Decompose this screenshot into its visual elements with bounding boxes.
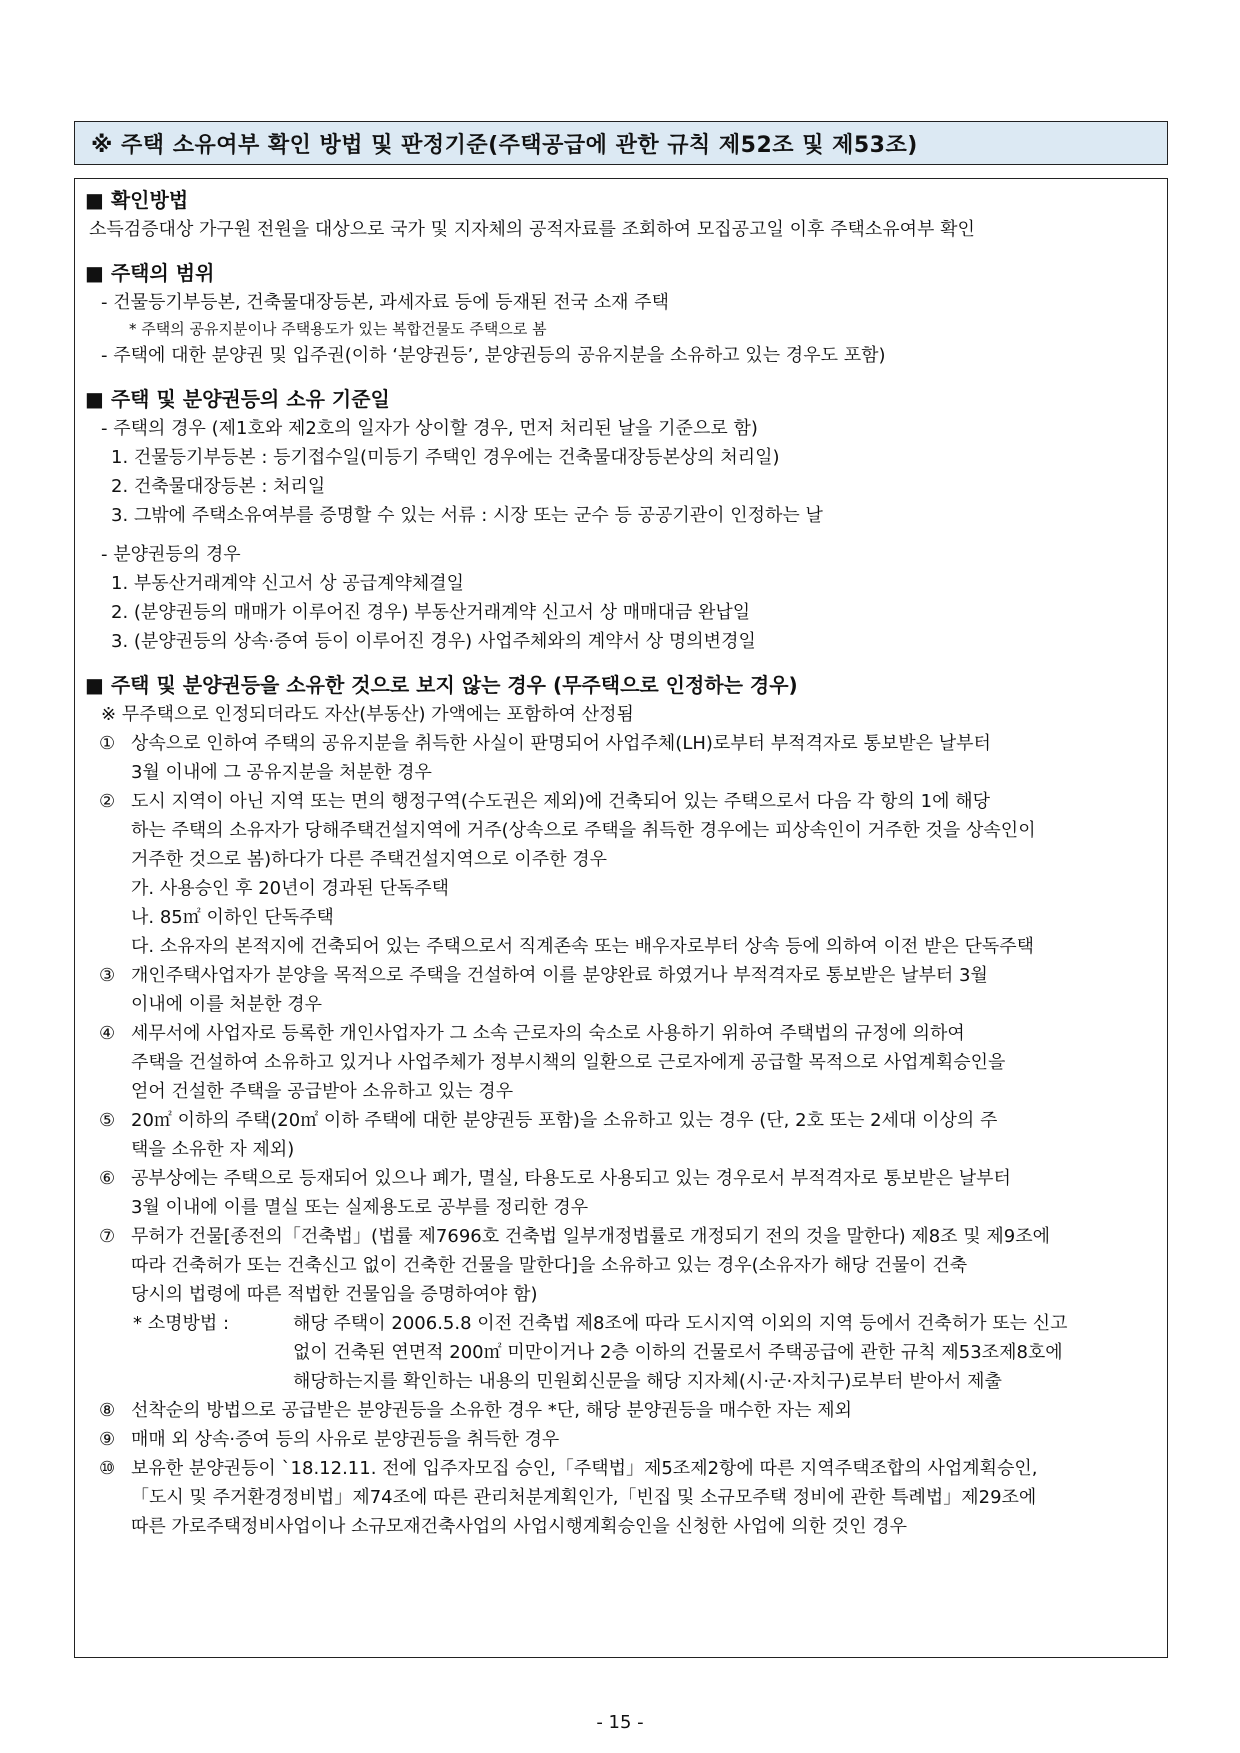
section-exempt-heading: ■ 주택 및 분양권등을 소유한 것으로 보지 않는 경우 (무주택으로 인정하는 경우) [85, 673, 798, 697]
item-line: 20㎡ 이하의 주택(20㎡ 이하 주택에 대한 분양권등 포함)을 소유하고 있는 경우 (단, 2호 또는 2세대 이상의 주 [131, 1110, 998, 1131]
exempt-item-10 [85, 1454, 1155, 1541]
section-basis-heading: ■ 주택 및 분양권등의 소유 기준일 [85, 387, 390, 411]
item-line: 이내에 이를 처분한 경우 [131, 994, 323, 1015]
item-line: 「도시 및 주거환경정비법」제74조에 따른 관리처분계획인가,「빈집 및 소규모주택 정비에 관한 특례법」제29조에 [131, 1487, 1037, 1508]
proof-line: 해당하는지를 확인하는 내용의 민원회신문을 해당 지자체(시·군·자치구)로부터 받아서 제출 [293, 1371, 1002, 1392]
basis-right-item-1: 1. 부동산거래계약 신고서 상 공급계약체결일 [111, 573, 465, 594]
item-line: 상속으로 인하여 주택의 공유지분을 취득한 사실이 판명되어 사업주체(LH)로부터 부적격자로 통보받은 날부터 [131, 733, 991, 754]
item-line: 주택을 건설하여 소유하고 있거나 사업주체가 정부시책의 일환으로 근로자에게 공급할 목적으로 사업계획승인을 [131, 1052, 1006, 1073]
exempt-item-6 [85, 1164, 1155, 1222]
item-marker: ④ [99, 1023, 116, 1044]
item-line: 따른 가로주택정비사업이나 소규모재건축사업의 사업시행계획승인을 신청한 사업에 의한 것인 경우 [131, 1516, 908, 1537]
item-line: 따라 건축허가 또는 건축신고 없이 건축한 건물을 말한다]을 소유하고 있는 경우(소유자가 해당 건물이 건축 [131, 1255, 968, 1276]
item-line: 3월 이내에 그 공유지분을 처분한 경우 [131, 762, 432, 783]
page-title: ※ 주택 소유여부 확인 방법 및 판정기준(주택공급에 관한 규칙 제52조 및 제53조) [74, 121, 1168, 165]
item-line: 다. 소유자의 본적지에 건축되어 있는 주택으로서 직계존속 또는 배우자로부터 상속 등에 의하여 이전 받은 단독주택 [131, 936, 1035, 957]
item-line: 도시 지역이 아닌 지역 또는 면의 행정구역(수도권은 제외)에 건축되어 있는 주택으로서 다음 각 항의 1에 해당 [131, 791, 991, 812]
item-line: 3월 이내에 이를 멸실 또는 실제용도로 공부를 정리한 경우 [131, 1197, 589, 1218]
item-line: 개인주택사업자가 분양을 목적으로 주택을 건설하여 이를 분양완료 하였거나 부적격자로 통보받은 날부터 3월 [131, 965, 988, 986]
proof-line: 해당 주택이 2006.5.8 이전 건축법 제8조에 따라 도시지역 이외의 지역 등에서 건축허가 또는 신고 [293, 1313, 1068, 1334]
basis-house-heading: - 주택의 경우 (제1호와 제2호의 일자가 상이할 경우, 먼저 처리된 날을 기준으로 함) [101, 418, 758, 439]
page-number: - 15 - [596, 1712, 644, 1733]
basis-right-heading: - 분양권등의 경우 [101, 544, 241, 565]
proof-line: 없이 건축된 연면적 200㎡ 미만이거나 2층 이하의 건물로서 주택공급에 관한 규칙 제53조제8호에 [293, 1342, 1063, 1363]
item-marker: ① [99, 733, 116, 754]
item-line: 거주한 것으로 봄)하다가 다른 주택건설지역으로 이주한 경우 [131, 849, 608, 870]
exempt-item-8 [85, 1396, 1155, 1425]
item-line: 보유한 분양권등이 `18.12.11. 전에 입주자모집 승인,「주택법」제5조제2항에 따른 지역주택조합의 사업계획승인, [131, 1458, 1038, 1479]
item-marker: ⑩ [99, 1458, 116, 1479]
exempt-note: ※ 무주택으로 인정되더라도 자산(부동산) 가액에는 포함하여 산정됨 [101, 704, 634, 725]
item-marker: ③ [99, 965, 116, 986]
basis-right-item-3: 3. (분양권등의 상속·증여 등이 이루어진 경우) 사업주체와의 계약서 상 명의변경일 [111, 631, 756, 652]
section-confirm-heading: ■ 확인방법 [85, 188, 189, 212]
section-scope-heading: ■ 주택의 범위 [85, 261, 215, 285]
item-line: 얻어 건설한 주택을 공급받아 소유하고 있는 경우 [131, 1081, 514, 1102]
exempt-item-7 [85, 1222, 1155, 1309]
content-box [74, 178, 1168, 1658]
item-line: 나. 85㎡ 이하인 단독주택 [131, 907, 334, 928]
exempt-item-9 [85, 1425, 1155, 1454]
item-line: 공부상에는 주택으로 등재되어 있으나 폐가, 멸실, 타용도로 사용되고 있는 경우로서 부적격자로 통보받은 날부터 [131, 1168, 1011, 1189]
item-line: 세무서에 사업자로 등록한 개인사업자가 그 소속 근로자의 숙소로 사용하기 위하여 주택법의 규정에 의하여 [131, 1023, 965, 1044]
item-marker: ⑥ [99, 1168, 116, 1189]
basis-house-item-2: 2. 건축물대장등본 : 처리일 [111, 476, 326, 497]
exempt-item-5 [85, 1106, 1155, 1164]
scope-line-2: - 주택에 대한 분양권 및 입주권(이하 ‘분양권등’, 분양권등의 공유지분을 소유하고 있는 경우도 포함) [101, 345, 886, 366]
item-line: 하는 주택의 소유자가 당해주택건설지역에 거주(상속으로 주택을 취득한 경우에는 피상속인이 거주한 것을 상속인이 [131, 820, 1036, 841]
item-line: 무허가 건물[종전의「건축법」(법률 제7696호 건축법 일부개정법률로 개정되기 전의 것을 말한다) 제8조 및 제9조에 [131, 1226, 1051, 1247]
proof-method [85, 1309, 1155, 1396]
item-line: 매매 외 상속·증여 등의 사유로 분양권등을 취득한 경우 [131, 1429, 560, 1450]
exempt-item-2 [85, 787, 1155, 961]
basis-house-item-3: 3. 그밖에 주택소유여부를 증명할 수 있는 서류 : 시장 또는 군수 등 공공기관이 인정하는 날 [111, 505, 823, 526]
scope-line-1: - 건물등기부등본, 건축물대장등본, 과세자료 등에 등재된 전국 소재 주택 [101, 292, 669, 313]
item-marker: ⑦ [99, 1226, 116, 1247]
item-line: 당시의 법령에 따른 적법한 건물임을 증명하여야 함) [131, 1284, 538, 1305]
scope-note-1: * 주택의 공유지분이나 주택용도가 있는 복합건물도 주택으로 봄 [129, 320, 547, 338]
item-marker: ⑧ [99, 1400, 116, 1421]
proof-label: * 소명방법 : [133, 1313, 230, 1334]
section-confirm-text: 소득검증대상 가구원 전원을 대상으로 국가 및 지자체의 공적자료를 조회하여 모집공고일 이후 주택소유여부 확인 [89, 219, 975, 240]
item-line: 택을 소유한 자 제외) [131, 1139, 295, 1160]
item-line: 가. 사용승인 후 20년이 경과된 단독주택 [131, 878, 450, 899]
exempt-item-4 [85, 1019, 1155, 1106]
item-marker: ⑤ [99, 1110, 116, 1131]
item-marker: ② [99, 791, 116, 812]
item-marker: ⑨ [99, 1429, 116, 1450]
basis-right-item-2: 2. (분양권등의 매매가 이루어진 경우) 부동산거래계약 신고서 상 매매대금 완납일 [111, 602, 751, 623]
basis-house-item-1: 1. 건물등기부등본 : 등기접수일(미등기 주택인 경우에는 건축물대장등본상의 처리일) [111, 447, 780, 468]
exempt-item-3 [85, 961, 1155, 1019]
item-line: 선착순의 방법으로 공급받은 분양권등을 소유한 경우 *단, 해당 분양권등을 매수한 자는 제외 [131, 1400, 853, 1421]
exempt-item-1 [85, 729, 1155, 787]
